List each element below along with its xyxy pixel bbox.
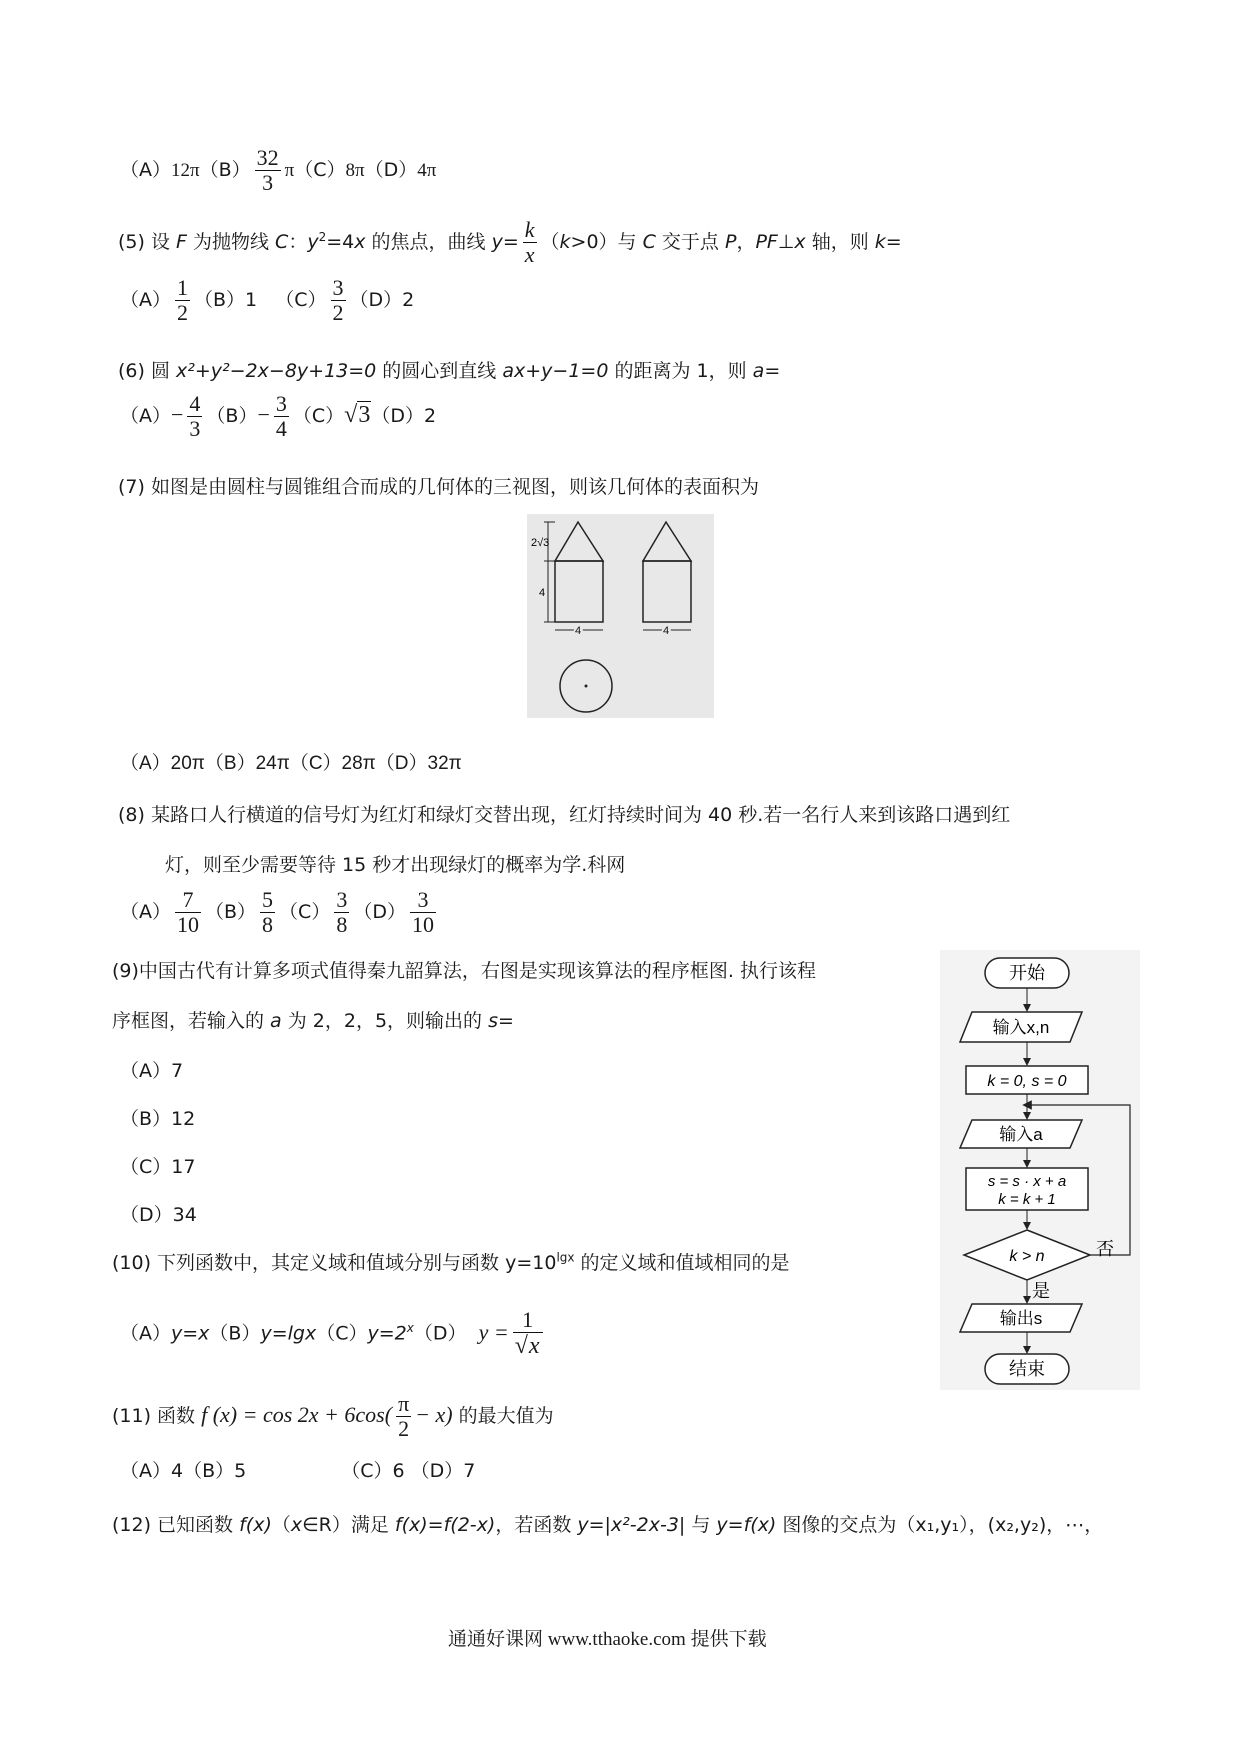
- q6-options: （A）− $\frac{4}{3}$ （B）− $\frac{3}{4}$ （C）√3（D）2: [120, 391, 437, 442]
- three-view-figure: [527, 514, 714, 718]
- update-k-label: k = k + 1: [998, 1191, 1056, 1208]
- decision-label: k > n: [1009, 1248, 1045, 1265]
- q4-options: （A）12π（B） $\frac{32}{3}$ π（C）8π（D）4π: [120, 145, 437, 196]
- input-a-label: 输入a: [999, 1125, 1043, 1144]
- center-dot: [585, 685, 588, 688]
- fraction: $\frac{32}{3}$: [256, 145, 279, 196]
- input-xn-label: 输入x,n: [992, 1018, 1050, 1037]
- q8-options: （A） $\frac{7}{10}$ （B） $\frac{5}{8}$ （C） $\frac{3}{8}$ （D） $\frac{3}{10}$: [120, 887, 434, 938]
- q7-options: （A）20π（B）24π（C）28π（D）32π: [120, 753, 462, 774]
- sqrt: √3: [344, 402, 371, 429]
- fraction: $\frac{1}{√x}$: [513, 1308, 543, 1360]
- q5-options: （A） $\frac{1}{2}$ （B）1 （C） $\frac{3}{2}$ （D）2: [120, 275, 415, 326]
- q11-options: （A）4（B）5 （C）6 （D）7: [120, 1460, 476, 1482]
- no-label: 否: [1096, 1239, 1114, 1259]
- update-s-label: s = s · x + a: [987, 1173, 1067, 1190]
- question-7: (7) 如图是由圆柱与圆锥组合而成的几何体的三视图，则该几何体的表面积为: [118, 476, 759, 498]
- output-label: 输出s: [999, 1309, 1043, 1328]
- q9-option-c: （C）17: [120, 1156, 196, 1178]
- option-a: （A）: [120, 159, 171, 182]
- height-label-cylinder: 4: [539, 587, 546, 599]
- start-label: 开始: [1009, 963, 1045, 983]
- yes-label: 是: [1032, 1281, 1050, 1301]
- flowchart: [940, 950, 1140, 1390]
- question-12: (12) 已知函数 f(x)（x∈R）满足 f(x)=f(2-x)，若函数 y=|x²-2x-3| 与 y=f(x) 图像的交点为（x₁,y₁），(x₂,y₂)，⋯，: [112, 1514, 1104, 1536]
- end-label: 结束: [1009, 1359, 1045, 1379]
- width-label-right: 4: [663, 625, 670, 637]
- q9-option-d: （D）34: [120, 1204, 197, 1226]
- question-5: (5) 设 F 为抛物线 C：$y^2=4x$ 的焦点，曲线 y= $\frac{k}{x}$ （k>0）与 C 交于点 P，PF⊥x 轴，则 k=: [118, 217, 902, 268]
- question-10: (10) 下列函数中，其定义域和值域分别与函数 $y=10^{lgx}$ 的定义域和值域相同的是: [112, 1250, 790, 1274]
- init-label: k = 0, s = 0: [987, 1073, 1067, 1090]
- q9-option-b: （B）12: [120, 1108, 196, 1130]
- height-label-cone: 2√3: [531, 537, 550, 549]
- question-9-line2: 序框图，若输入的 a 为 2，2，5，则输出的 s=: [112, 1010, 514, 1032]
- page-footer: 通通好课网 www.tthaoke.com 提供下载: [448, 1629, 767, 1650]
- question-8-line2: 灯，则至少需要等待 15 秒才出现绿灯的概率为学.科网: [165, 854, 626, 876]
- width-label-left: 4: [575, 625, 582, 637]
- q9-option-a: （A）7: [120, 1060, 184, 1082]
- question-6: (6) 圆 x²+y²−2x−8y+13=0 的圆心到直线 ax+y−1=0 的距离为 1，则 a=: [118, 360, 781, 382]
- question-9-line1: (9)中国古代有计算多项式值得秦九韶算法，右图是实现该算法的程序框图. 执行该程: [112, 960, 816, 982]
- question-11: (11) 函数 f (x) = cos 2x + 6cos( $\frac{\pi}{2}$ − x) 的最大值为: [112, 1391, 554, 1442]
- question-8-line1: (8) 某路口人行横道的信号灯为红灯和绿灯交替出现，红灯持续时间为 40 秒.若一名行人来到该路口遇到红: [118, 804, 1011, 826]
- q10-options: $(A)y=x(B)y=\lg x(C)y=2^x(D) y$ = $\frac{1}{√x}$: [120, 1308, 547, 1360]
- fraction: $\frac{k}{x}$: [524, 217, 535, 268]
